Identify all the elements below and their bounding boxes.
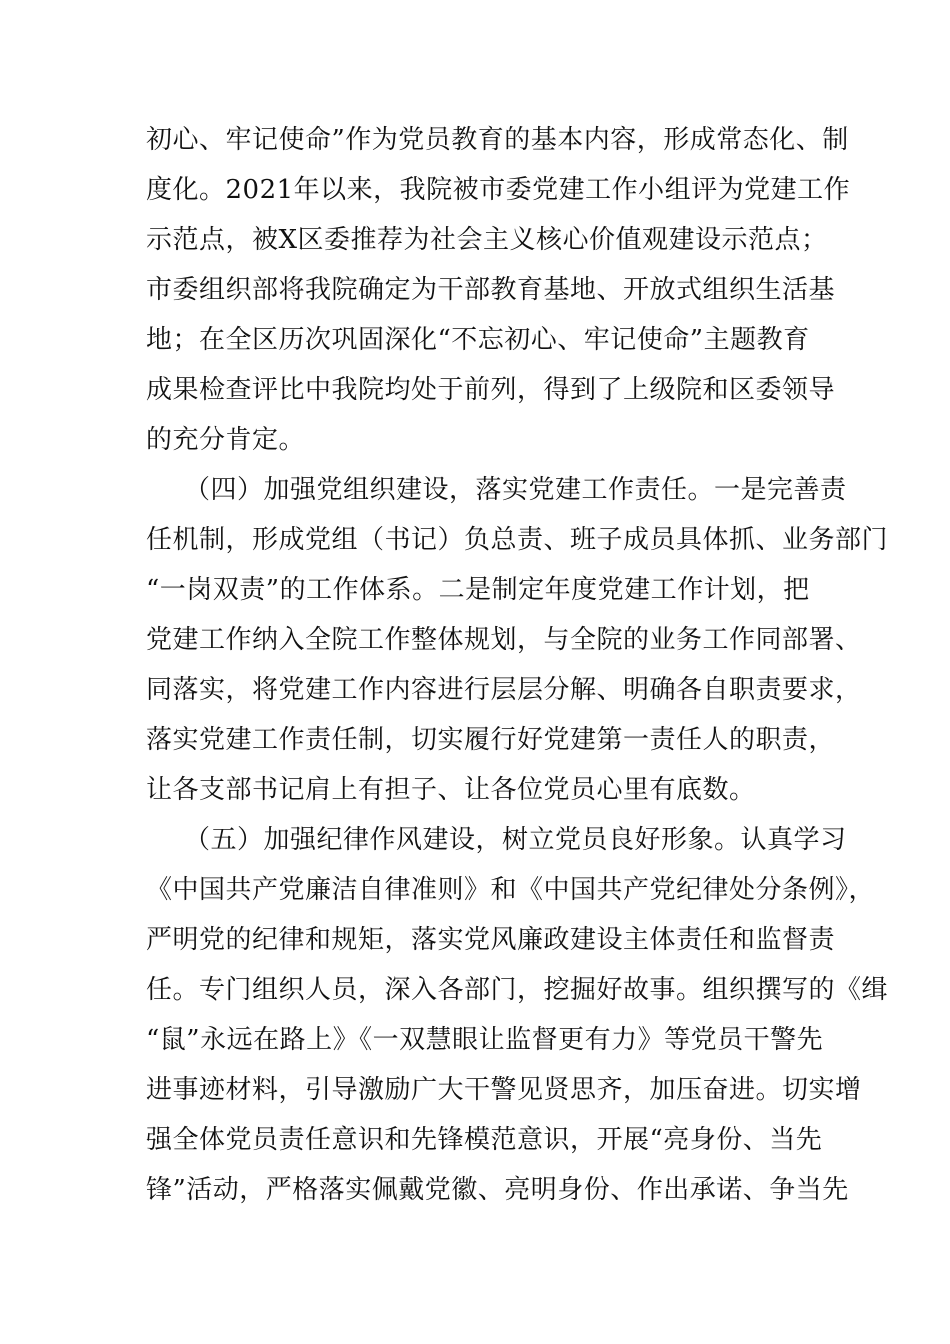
text-line: 《中国共产党廉洁自律准则》和《中国共产党纪律处分条例》， xyxy=(146,875,876,905)
text-line: 落实党建工作责任制，切实履行好党建第一责任人的职责， xyxy=(146,725,836,755)
text-line: 进事迹材料，引导激励广大干警见贤思齐，加压奋进。切实增 xyxy=(146,1075,862,1105)
text-line: 同落实，将党建工作内容进行层层分解、明确各自职责要求， xyxy=(146,675,862,705)
text-line: 市委组织部将我院确定为干部教育基地、开放式组织生活基 xyxy=(146,275,836,305)
text-line: 强全体党员责任意识和先锋模范意识，开展“亮身份、当先 xyxy=(146,1125,823,1155)
text-line: 度化。2021年以来，我院被市委党建工作小组评为党建工作 xyxy=(146,175,851,205)
text-line: 锋”活动，严格落实佩戴党徽、亮明身份、作出承诺、争当先 xyxy=(146,1175,849,1205)
paragraph-heading-line: （五）加强纪律作风建设，树立党员良好形象。认真学习 xyxy=(184,825,847,855)
text-line: 成果检查评比中我院均处于前列，得到了上级院和区委领导 xyxy=(146,375,836,405)
text-line: 党建工作纳入全院工作整体规划，与全院的业务工作同部署、 xyxy=(146,625,862,655)
text-line: 让各支部书记肩上有担子、让各位党员心里有底数。 xyxy=(146,775,756,805)
text-line: 任。专门组织人员，深入各部门，挖掘好故事。组织撰写的《缉 xyxy=(146,975,889,1005)
text-line: 任机制，形成党组（书记）负总责、班子成员具体抓、业务部门 xyxy=(146,525,889,555)
text-line: 地；在全区历次巩固深化“不忘初心、牢记使命”主题教育 xyxy=(146,325,810,355)
text-line: 严明党的纪律和规矩，落实党风廉政建设主体责任和监督责 xyxy=(146,925,836,955)
paragraph-heading-line: （四）加强党组织建设，落实党建工作责任。一是完善责 xyxy=(184,475,847,505)
text-line: 的充分肯定。 xyxy=(146,425,306,455)
text-line: 示范点，被X区委推荐为社会主义核心价值观建设示范点； xyxy=(146,225,828,255)
text-line: “鼠”永远在路上》《一双慧眼让监督更有力》等党员干警先 xyxy=(146,1025,824,1055)
text-line: “一岗双责”的工作体系。二是制定年度党建工作计划，把 xyxy=(146,575,810,605)
text-line: 初心、牢记使命”作为党员教育的基本内容，形成常态化、制 xyxy=(146,125,849,155)
